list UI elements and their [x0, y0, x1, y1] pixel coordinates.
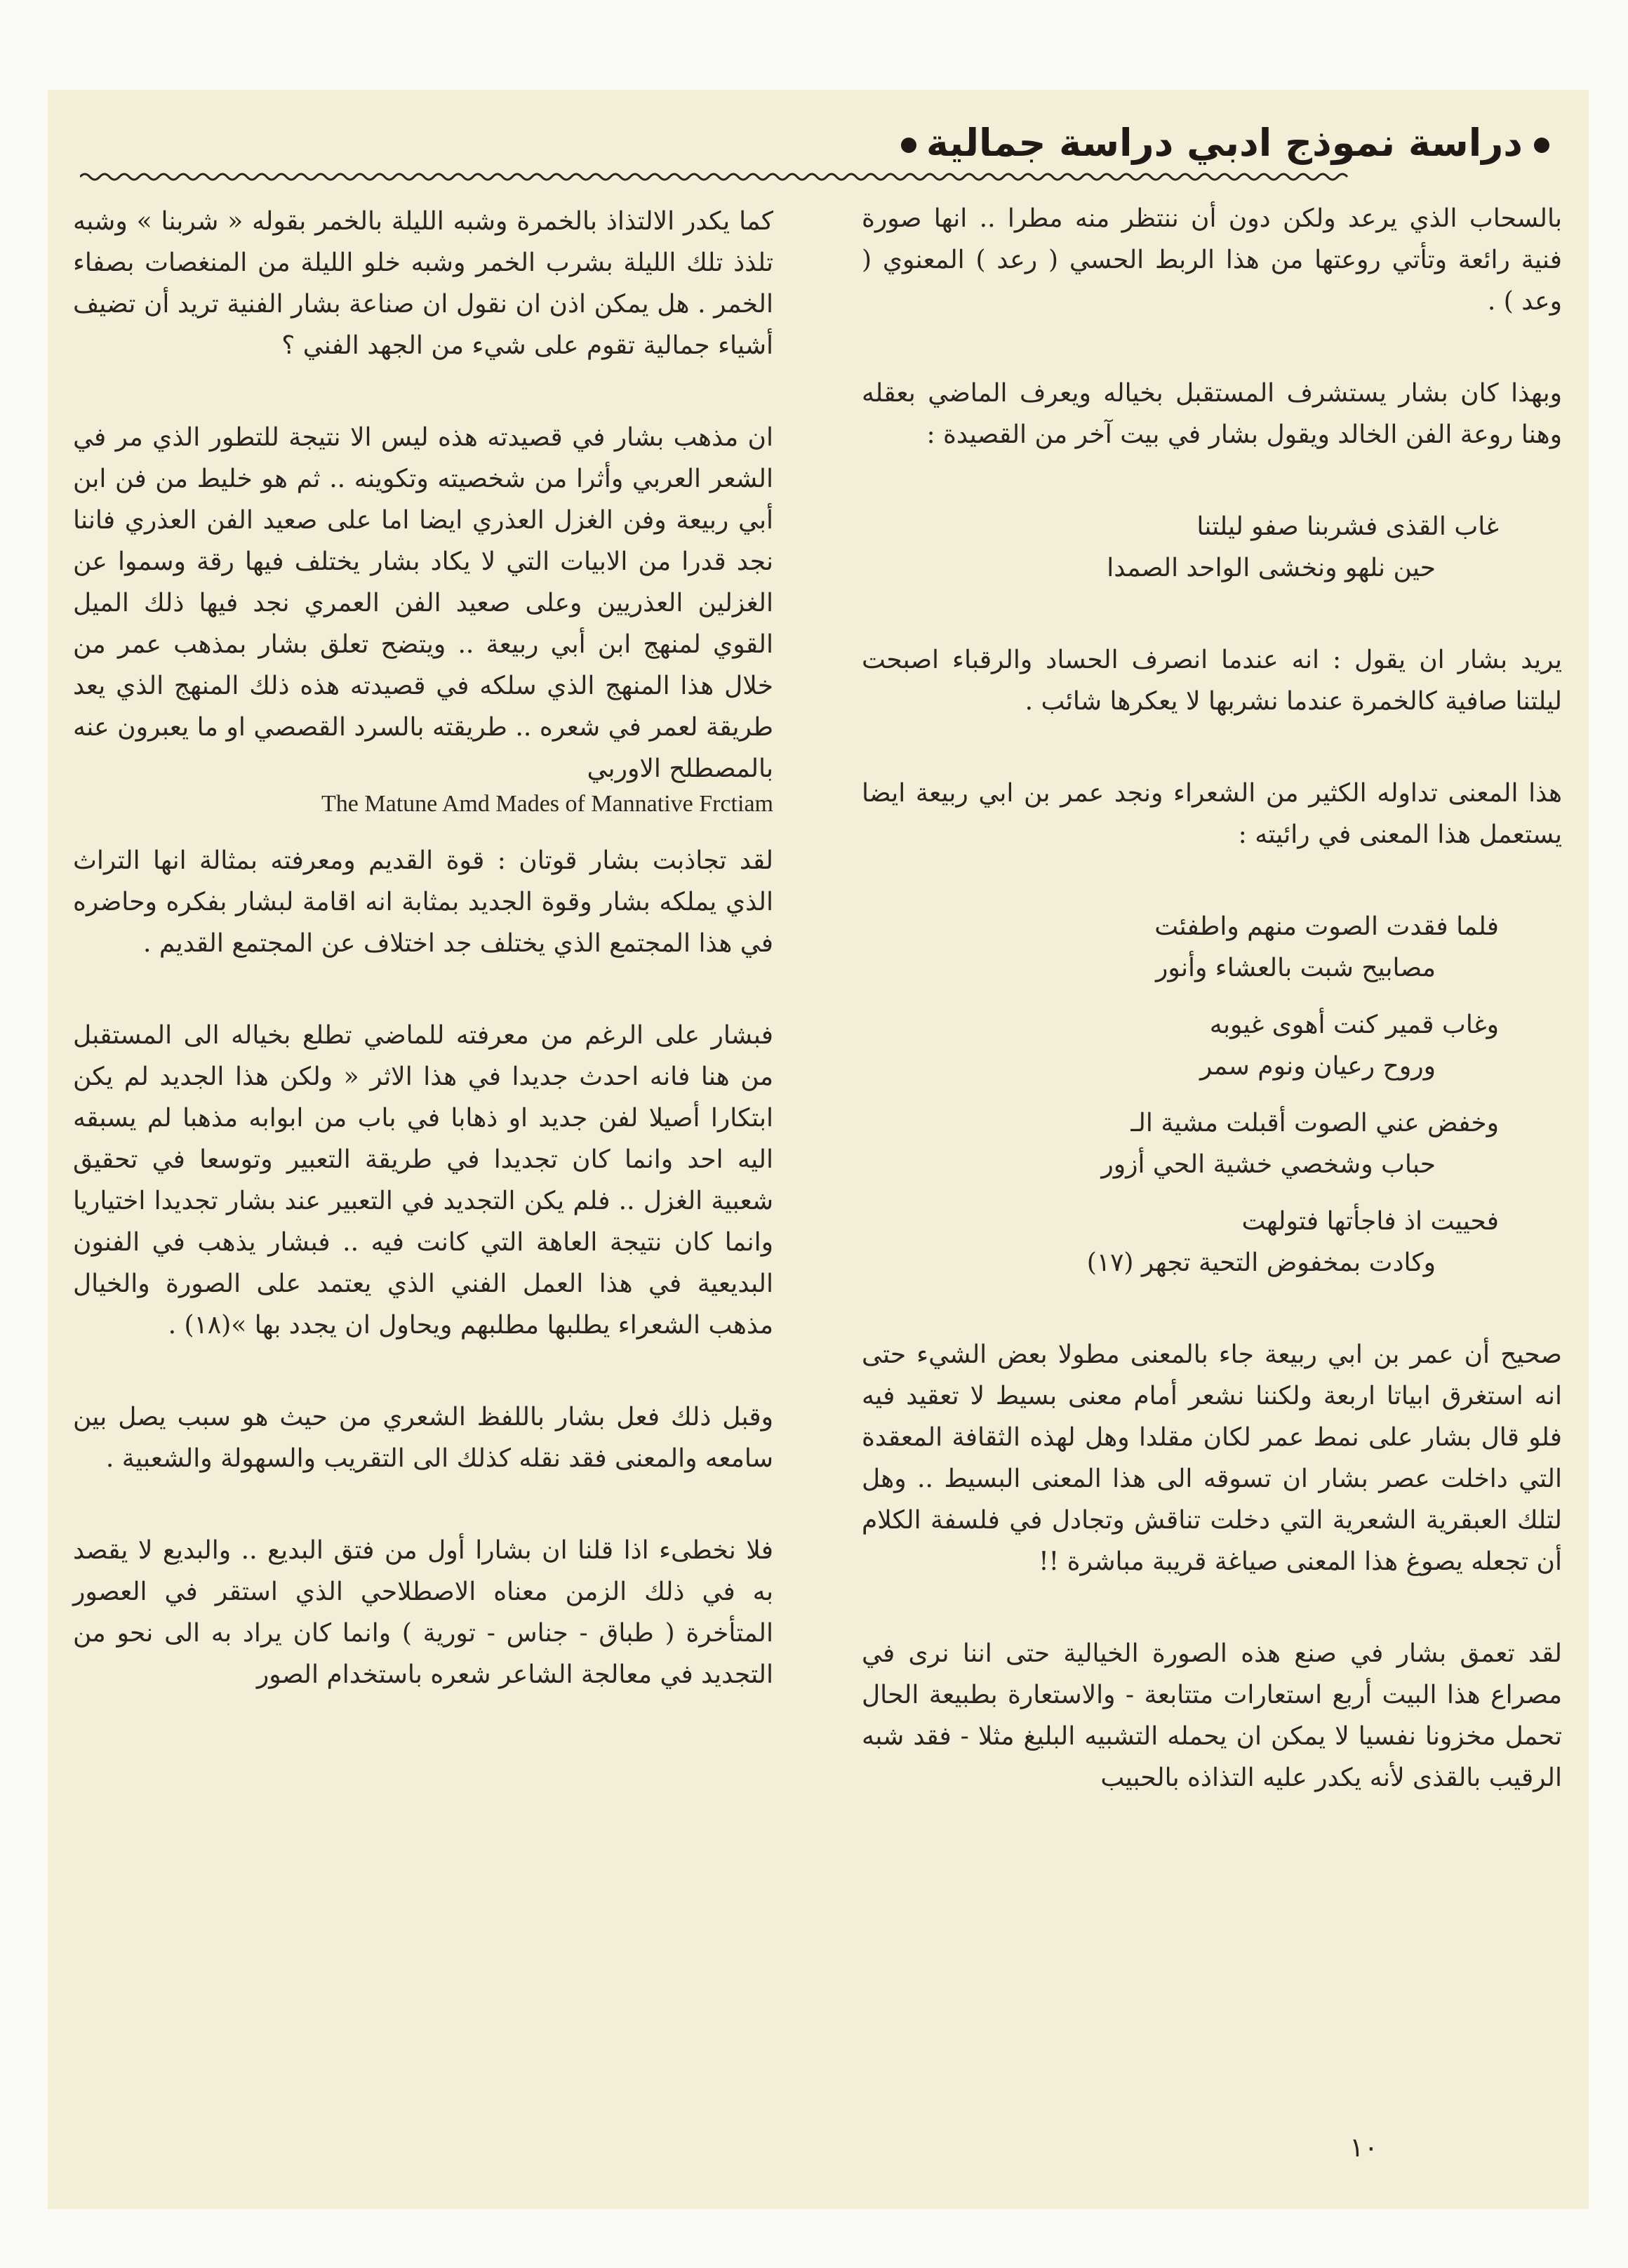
- verse-line: حباب وشخصي خشية الحي أزور: [1101, 1150, 1436, 1179]
- paragraph: لقد تجاذبت بشار قوتان : قوة القديم ومعرفته بمثالة انها التراث الذي يملكه بشار وقوة الجديد بمثابة انه اقامة لبشار بفكره وحاضره في هذا المجتمع الذي يختلف جد اختلاف عن المجتمع القديم .: [73, 846, 773, 958]
- verse-line: وروح رعيان ونوم سمر: [1200, 1052, 1436, 1081]
- bullet-dot-icon: [1534, 138, 1549, 153]
- verse-line: غاب القذى فشربنا صفو ليلتنا: [1196, 512, 1499, 541]
- page-header: [80, 114, 1556, 198]
- paragraph: هذا المعنى تداوله الكثير من الشعراء ونجد عمر بن ابي ربيعة ايضا يستعمل هذا المعنى في رائيته :: [862, 779, 1562, 849]
- verse-block: [862, 506, 1562, 589]
- paragraph: بالسحاب الذي يرعد ولكن دون أن ننتظر منه مطرا .. انها صورة فنية رائعة وتأتي روعتها من هذا الربط الحسي ( رعد ) المعنوي ( وعد ) .: [862, 204, 1562, 316]
- left-column: [73, 201, 773, 1695]
- paragraph: صحيح أن عمر بن ابي ربيعة جاء بالمعنى مطولا بعض الشيء حتى انه استغرق ابياتا اربعة ولكننا نشعر أمام معنى بسيط لا تعقيد فيه فلو قال بشار على نمط عمر لكان مقلدا وهل لهذه الثقافة المعقدة التي داخلت عصر بشار ان تسوقه الى هذا المعنى البسيط .. وهل لتلك العبقرية الشعرية التي دخلت تناقش وتجادل في فلسفة الكلام أن تجعله يصوغ هذا المعنى صياغة قريبة مباشرة !!: [862, 1340, 1562, 1576]
- verse-line: فلما فقدت الصوت منهم واطفئت: [1154, 912, 1499, 941]
- paragraph: لقد تعمق بشار في صنع هذه الصورة الخيالية حتى اننا نرى في مصراع هذا البيت أربع استعارات متتابعة - والاستعارة بطبيعة الحال تحمل مخزونا نفسيا لا يمكن ان يحمله التشبيه البليغ مثلا - فقد شبه الرقيب بالقذى لأنه يكدر عليه التذاذه بالحبيب: [862, 1639, 1563, 1792]
- paragraph: كما يكدر الالتذاذ بالخمرة وشبه الليلة بالخمر بقوله « شربنا » وشبه تلذذ تلك الليلة بشرب الخمر وشبه خلو الليلة من المنغصات بصفاء الخمر . هل يمكن اذن ان نقول ان صناعة بشار الفنية تريد أن تضيف أشياء جمالية تقوم على شيء من الجهد الفني ؟: [73, 207, 773, 360]
- paragraph: يريد بشار ان يقول : انه عندما انصرف الحساد والرقباء اصبحت ليلتنا صافية كالخمرة عندما نشربها لا يعكرها شائب .: [862, 646, 1562, 716]
- paragraph: ان مذهب بشار في قصيدته هذه ليس الا نتيجة للتطور الذي مر في الشعر العربي وأثرا من شخصيته وتكوينه .. ثم هو خليط من فن ابن أبي ربيعة وفن الغزل العذري ايضا اما على صعيد الفن العذري فاننا نجد قدرا من الابيات التي لا يكاد بشار يختلف فيها رقة وسموا عن الغزلين العذريين وعلى صعيد الفن العمري نجد فيها ذلك الميل القوي لمنهج ابن أبي ربيعة .. ويتضح تعلق بشار بمذهب عمر من خلال هذا المنهج الذي سلكه في قصيدته هذه ذلك المنهج الذي يعد طريقة لعمر في شعره .. طريقته بالسرد القصصي او ما يعبرون عنه بالمصطلح الاوربي: [73, 423, 773, 783]
- paragraph: فلا نخطىء اذا قلنا ان بشارا أول من فتق البديع .. والبديع لا يقصد به في ذلك الزمن معناه الاصطلاحي الذي استقر في العصور المتأخرة ( طباق - جناس - تورية ) وانما كان يراد به الى نحو من التجديد في معالجة الشاعر شعره باستخدام الصور: [73, 1536, 773, 1689]
- right-column: [862, 198, 1562, 1799]
- paragraph: وقبل ذلك فعل بشار باللفظ الشعري من حيث هو سبب يصل بين سامعه والمعنى فقد نقله كذلك الى التقريب والسهولة والشعبية .: [73, 1403, 773, 1473]
- wavy-divider-line: [80, 168, 1556, 185]
- verse-couplet: [890, 1102, 1499, 1185]
- verse-couplet: [890, 1201, 1499, 1283]
- section-title: دراسة نموذج ادبي دراسة جمالية: [926, 121, 1523, 165]
- verse-line: وخفض عني الصوت أقبلت مشية الـ: [1130, 1109, 1499, 1138]
- verse-line: فحييت اذ فاجأتها فتولهت: [1241, 1207, 1499, 1236]
- header-title-row: [901, 121, 1549, 165]
- verse-line: وغاب قمير كنت أهوى غيوبه: [1209, 1010, 1499, 1039]
- verse-line: حين نلهو ونخشى الواحد الصمدا: [1107, 554, 1436, 582]
- verse-block: [862, 906, 1562, 1283]
- page-number: ١٠: [1349, 2132, 1378, 2163]
- paragraph: فبشار على الرغم من معرفته للماضي تطلع بخياله الى المستقبل من هنا فانه احدث جديدا في هذا الاثر « ولكن هذا الجديد لم يكن ابتكارا أصيلا لفن جديد او ذهابا في باب من ابوابه مذهبا لم يسبقه اليه احد وانما كان تجديدا في طريقة التعبير وتوسعا في تحقيق شعبية الغزل .. فلم يكن التجديد في التعبير عند بشار تجديدا اختياريا وانما كان نتيجة العاهة التي كانت فيه .. فبشار يذهب في الفنون البديعية في هذا العمل الفني الذي يعتمد على الصورة والخيال مذهب الشعراء يطلبها مطلبهم ويحاول ان يجدد بها »(١٨) .: [73, 1021, 773, 1340]
- paragraph: وبهذا كان بشار يستشرف المستقبل بخياله ويعرف الماضي بعقله وهنا روعة الفن الخالد ويقول بشار في بيت آخر من القصيدة :: [862, 379, 1562, 449]
- verse-line: مصابيح شبت بالعشاء وأنور: [1155, 954, 1436, 982]
- magazine-page: [48, 90, 1589, 2209]
- verse-couplet: [890, 906, 1499, 989]
- verse-line: وكادت بمخفوض التحية تجهر (١٧): [1086, 1248, 1436, 1277]
- english-term: The Matune Amd Mades of Mannative Frctiam: [321, 791, 773, 817]
- bullet-dot-icon: [901, 138, 916, 153]
- verse-couplet: [890, 1004, 1499, 1087]
